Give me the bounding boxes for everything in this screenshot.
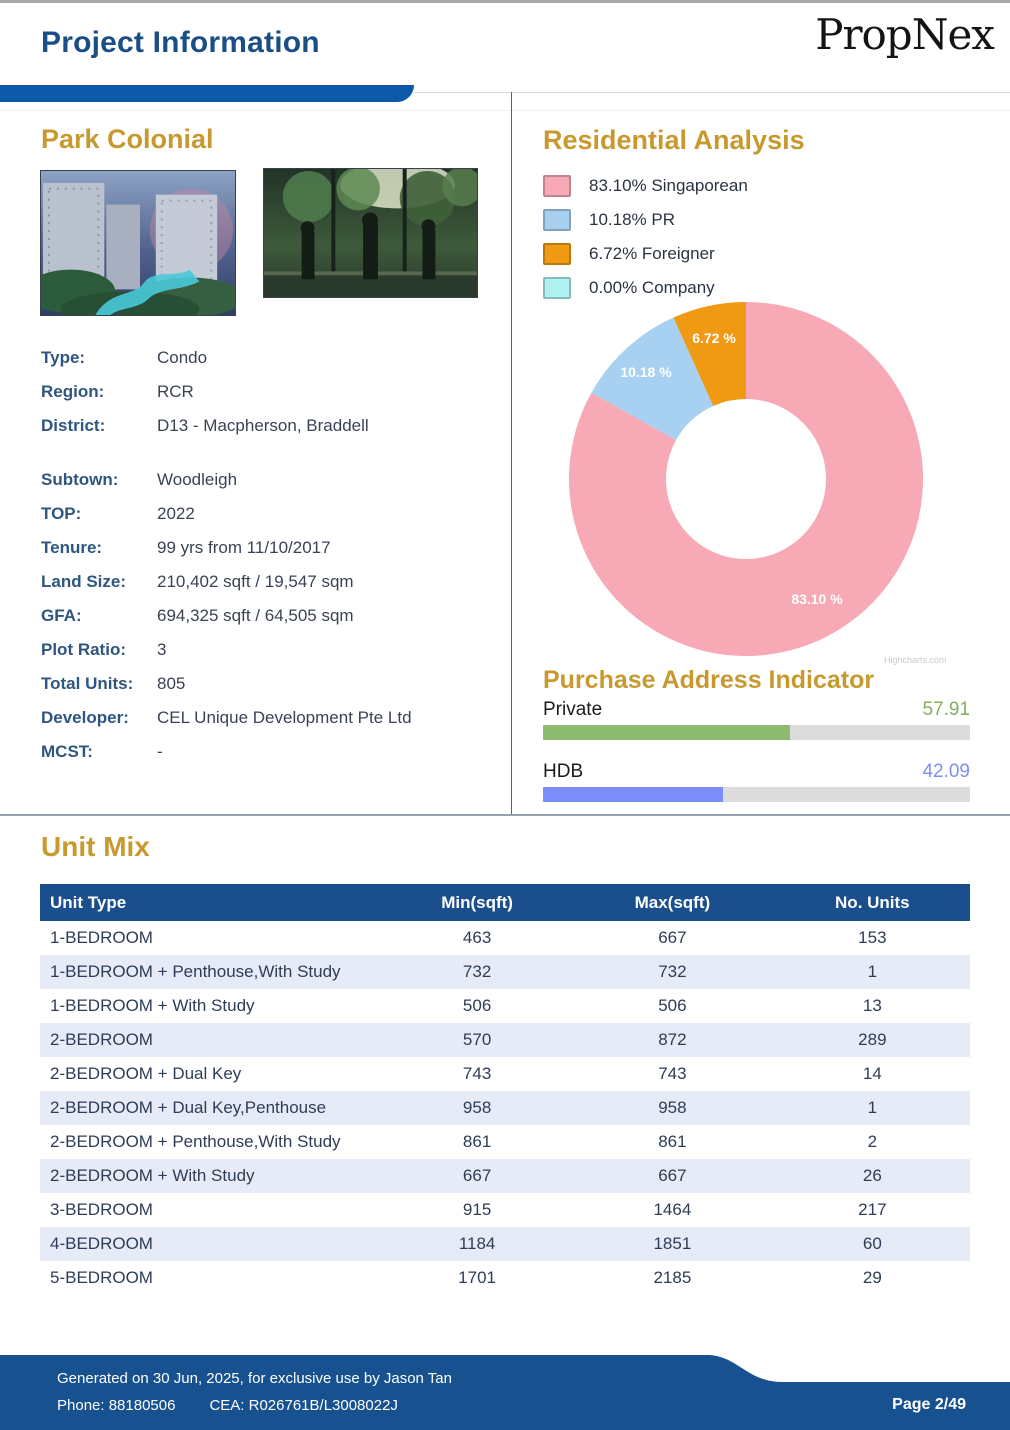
table-row — [40, 1057, 970, 1091]
purchase-address-bars — [543, 699, 970, 802]
cell-max: 743 — [658, 1064, 687, 1083]
cell-min: 743 — [462, 1064, 492, 1083]
cell-unit-type: 1-BEDROOM + Penthouse,With Study — [50, 962, 341, 981]
cell-min: 506 — [462, 996, 492, 1015]
cell-min: 1184 — [458, 1234, 496, 1253]
info-row-mcst — [41, 735, 486, 769]
cell-min: 958 — [462, 1098, 492, 1117]
table-row — [40, 1125, 970, 1159]
cell-max: 667 — [658, 928, 687, 947]
info-label: TOP: — [41, 504, 82, 523]
residential-donut — [568, 301, 924, 657]
cell-unit-type: 2-BEDROOM + Penthouse,With Study — [50, 1132, 341, 1151]
residential-legend — [543, 169, 748, 305]
table-header-row — [40, 884, 970, 921]
info-label: Plot Ratio: — [41, 640, 126, 659]
cell-min: 915 — [462, 1200, 492, 1219]
project-photo-exterior — [40, 170, 236, 316]
cell-max: 958 — [658, 1098, 687, 1117]
info-value: D13 - Macpherson, Braddell — [157, 416, 369, 435]
cell-max: 667 — [658, 1166, 687, 1185]
cell-max: 1851 — [653, 1234, 692, 1253]
info-label: Type: — [41, 348, 86, 367]
bar-track-hdb — [543, 787, 970, 802]
info-label: District: — [41, 416, 106, 435]
residential-analysis-heading: Residential Analysis — [543, 125, 805, 155]
cell-units: 1 — [867, 962, 878, 981]
project-name-heading: Park Colonial — [41, 124, 214, 154]
legend-item-company — [543, 271, 748, 305]
info-row-tenure — [41, 531, 486, 565]
info-group-gap — [41, 443, 486, 463]
footer-band — [0, 1355, 1010, 1430]
info-row-total-units — [41, 667, 486, 701]
donut-chart-svg — [568, 301, 924, 657]
info-row-type — [41, 341, 486, 375]
footer-cea: CEA: R026761B/L3008022J — [209, 1397, 398, 1414]
bar-private-head — [543, 699, 970, 721]
table-row — [40, 921, 970, 955]
info-value: - — [157, 742, 163, 761]
legend-item-foreigner — [543, 237, 748, 271]
footer-phone: Phone: 88180506 — [57, 1397, 176, 1414]
exterior-render-illustration — [41, 171, 235, 315]
info-value: 210,402 sqft / 19,547 sqm — [157, 572, 354, 591]
cell-max: 732 — [658, 962, 687, 981]
info-value: Woodleigh — [157, 470, 238, 489]
info-value: 805 — [157, 674, 186, 693]
legend-swatch-singaporean — [543, 175, 571, 197]
info-value: 2022 — [157, 504, 195, 523]
table-row — [40, 989, 970, 1023]
page-top-edge — [0, 0, 1010, 3]
info-row-gfa — [41, 599, 486, 633]
cell-unit-type: 2-BEDROOM — [50, 1030, 153, 1049]
cell-unit-type: 1-BEDROOM — [50, 928, 153, 947]
cell-units: 26 — [862, 1166, 882, 1185]
info-value: 3 — [157, 640, 167, 659]
info-label: Tenure: — [41, 538, 103, 557]
info-row-developer — [41, 701, 486, 735]
cell-max: 1464 — [653, 1200, 692, 1219]
bar-fill-private — [543, 725, 790, 740]
bar-value-hdb: 42.09 — [922, 761, 970, 782]
info-label: Region: — [41, 382, 105, 401]
legend-swatch-pr — [543, 209, 571, 231]
unit-mix-heading: Unit Mix — [41, 831, 150, 862]
donut-label-singaporean: 83.10 % — [791, 591, 843, 607]
project-photo-landscape — [263, 168, 478, 298]
cell-units: 2 — [867, 1132, 878, 1151]
table-row — [40, 1261, 970, 1295]
info-label: Subtown: — [41, 470, 119, 489]
cell-min: 463 — [462, 928, 492, 947]
footer-page-number: Page 2/49 — [892, 1396, 966, 1413]
purchase-address-heading: Purchase Address Indicator — [543, 666, 875, 694]
legend-swatch-foreigner — [543, 243, 571, 265]
legend-item-pr — [543, 203, 748, 237]
cell-unit-type: 2-BEDROOM + Dual Key,Penthouse — [50, 1098, 327, 1117]
cell-units: 289 — [858, 1030, 887, 1049]
cell-max: 506 — [658, 996, 687, 1015]
legend-item-singaporean — [543, 169, 748, 203]
bar-private — [543, 699, 970, 740]
cell-unit-type: 2-BEDROOM + With Study — [50, 1166, 255, 1185]
info-label: Developer: — [41, 708, 129, 727]
bar-value-private: 57.91 — [922, 699, 970, 720]
cell-units: 1 — [867, 1098, 878, 1117]
info-value: RCR — [157, 382, 194, 401]
footer-generated-text: Generated on 30 Jun, 2025, for exclusive use by Jason Tan — [57, 1370, 452, 1387]
legend-swatch-company — [543, 277, 571, 299]
table-row — [40, 1023, 970, 1057]
info-row-district — [41, 409, 486, 443]
cell-unit-type: 5-BEDROOM — [50, 1268, 153, 1287]
propnex-logo: PropNex — [815, 10, 994, 59]
bar-label-private: Private — [543, 699, 603, 720]
bar-fill-hdb — [543, 787, 723, 802]
cell-unit-type: 1-BEDROOM + With Study — [50, 996, 255, 1015]
cell-max: 861 — [658, 1132, 687, 1151]
info-value: 99 yrs from 11/10/2017 — [157, 538, 331, 557]
table-row — [40, 1159, 970, 1193]
cell-units: 14 — [862, 1064, 882, 1083]
column-header-unit-type: Unit Type — [40, 884, 384, 921]
info-label: GFA: — [41, 606, 82, 625]
bar-label-hdb: HDB — [543, 761, 584, 782]
info-value: 694,325 sqft / 64,505 sqm — [157, 606, 354, 625]
cell-unit-type: 4-BEDROOM — [50, 1234, 153, 1253]
bar-hdb — [543, 761, 970, 802]
table-row — [40, 1193, 970, 1227]
donut-label-pr: 10.18 % — [620, 364, 672, 380]
info-label: MCST: — [41, 742, 93, 761]
info-row-land-size — [41, 565, 486, 599]
cell-min: 570 — [462, 1030, 492, 1049]
cell-units: 153 — [858, 928, 887, 947]
table-row — [40, 1091, 970, 1125]
cell-unit-type: 2-BEDROOM + Dual Key — [50, 1064, 242, 1083]
cell-min: 667 — [462, 1166, 492, 1185]
unit-mix-table — [40, 884, 970, 1295]
cell-min: 1701 — [458, 1268, 496, 1287]
legend-label: 0.00% Company — [589, 278, 715, 297]
footer-shape — [0, 1355, 1010, 1430]
footer-contact-line — [57, 1397, 398, 1414]
info-label: Land Size: — [41, 572, 127, 591]
cell-unit-type: 3-BEDROOM — [50, 1200, 153, 1219]
page-title: Project Information — [41, 26, 320, 59]
info-label: Total Units: — [41, 674, 134, 693]
legend-label: 6.72% Foreigner — [589, 244, 715, 263]
info-value: Condo — [157, 348, 208, 367]
table-row — [40, 1227, 970, 1261]
donut-label-foreigner: 6.72 % — [692, 330, 736, 346]
header-ribbon — [0, 85, 414, 102]
cell-units: 217 — [858, 1200, 887, 1219]
column-header-no-units: No. Units — [775, 884, 970, 921]
info-row-region — [41, 375, 486, 409]
bar-hdb-head — [543, 761, 970, 783]
legend-label: 10.18% PR — [589, 210, 675, 229]
section-divider — [0, 814, 1010, 816]
cell-units: 29 — [862, 1268, 882, 1287]
header-hairline — [414, 92, 1010, 93]
info-row-plot-ratio — [41, 633, 486, 667]
content-hairline — [0, 110, 1010, 111]
table-row — [40, 955, 970, 989]
bar-track-private — [543, 725, 970, 740]
unit-mix-table-wrap — [40, 884, 970, 1295]
cell-units: 13 — [862, 996, 882, 1015]
info-row-top — [41, 497, 486, 531]
column-header-max-sqft: Max(sqft) — [570, 884, 775, 921]
cell-max: 2185 — [653, 1268, 692, 1287]
highcharts-watermark: Highcharts.com — [884, 655, 947, 665]
info-value: CEL Unique Development Pte Ltd — [157, 708, 412, 727]
cell-units: 60 — [862, 1234, 882, 1253]
column-divider — [511, 92, 512, 815]
info-row-subtown — [41, 463, 486, 497]
column-header-min-sqft: Min(sqft) — [384, 884, 570, 921]
legend-label: 83.10% Singaporean — [589, 176, 748, 195]
cell-min: 732 — [462, 962, 492, 981]
cell-max: 872 — [658, 1030, 687, 1049]
project-info-list — [41, 341, 486, 769]
cell-min: 861 — [462, 1132, 492, 1151]
landscape-illustration — [264, 169, 477, 297]
